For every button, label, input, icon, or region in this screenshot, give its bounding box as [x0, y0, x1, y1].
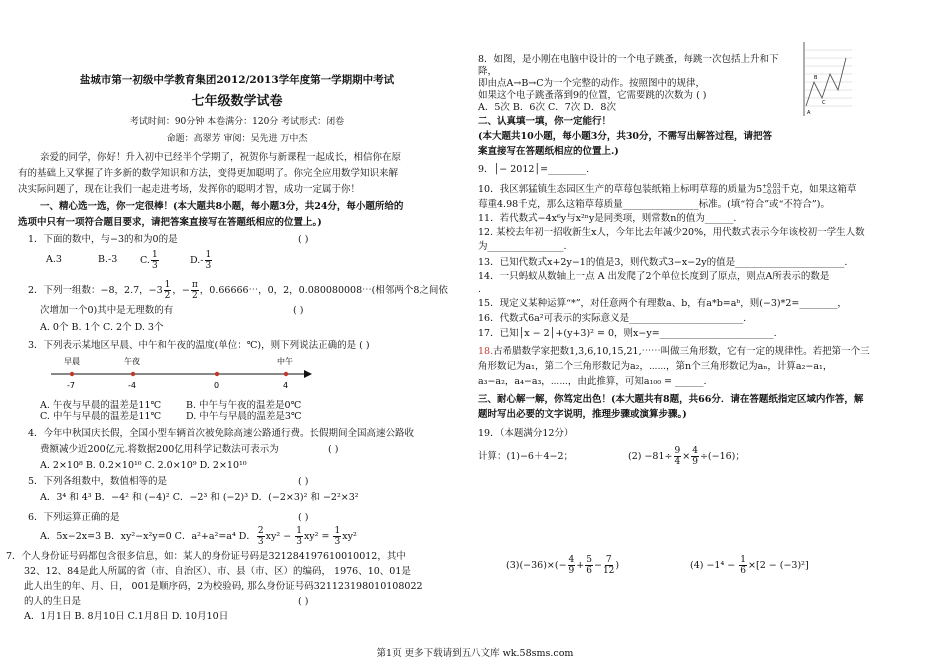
- q3-option-c: C. 中午与早晨的温差是11℃: [40, 411, 162, 422]
- q1-option-b: B.-3: [98, 254, 118, 265]
- section2-title: 二、认真填一填，你一定能行！: [478, 116, 612, 127]
- q2-options: A. 0个 B. 1个 C. 2个 D. 3个: [40, 322, 164, 333]
- q6-stem: 6．下列运算正确的是: [28, 512, 120, 523]
- q18-stem: 18.古希腊数学家把数1,3,6,10,15,21,⋯⋯叫做三角形数，它有一定的规律性。若把第一个三: [478, 346, 870, 357]
- section3-title-2: 题时写出必要的文字说明，推理步骤或演算步骤。): [478, 409, 687, 420]
- q19-title: 19．（本题满分12分）: [478, 428, 574, 439]
- q4-stem: 4．今年中秋国庆长假，全国小型车辆首次被免除高速公路通行费。长假期间全国高速公路收: [28, 428, 415, 439]
- exam-subject: 七年级数学试卷: [191, 94, 283, 109]
- q1-option-c: C. $\frac{1}{3}$: [140, 250, 158, 271]
- section2-desc-2: 案直接写在答题纸相应的位置上.): [478, 146, 619, 157]
- exam-info: 考试时间：90分钟 本卷满分：120分 考试形式：闭卷: [129, 117, 345, 127]
- q5-stem: 5．下列各组数中，数值相等的是: [28, 476, 168, 487]
- q8-point-a: A: [807, 110, 811, 116]
- q3-tick-label: -4: [128, 381, 136, 390]
- q8-point-b: B: [814, 75, 818, 81]
- q19-calc-1: 计算：(1)−6＋4−2；: [478, 451, 574, 462]
- q3-option-b: B. 中午与午夜的温差是0℃: [186, 400, 302, 411]
- q19-calc-3: (3)(−36)×(− $\frac{4}{9}$ + $\frac{5}{6}$ − $\frac{7}{12}$ ): [506, 555, 620, 576]
- q1-option-a: A.3: [46, 254, 62, 265]
- q3-number-line: [46, 354, 316, 392]
- q2-stem: 2．下列一组数：−8，2.7，−3 $\frac{1}{2}$ ，− $\frac{\pi}{2}$ ，0.66666⋯，0，2，0.080080008⋯(相邻两个8之间依: [28, 280, 448, 301]
- q8-stem: 8．如图，是小刚在电脑中设计的一个电子跳蚤，每跳一次包括上升和下: [478, 54, 779, 65]
- q15-stem: 15．现定义某种运算“*”，对任意两个有理数a、b，有a*b=aᵇ，则(−3)*2=________，: [478, 298, 847, 309]
- intro-line-3: 决实际问题了，现在让我们一起走进考场，发挥你的聪明才智，成功一定属于你！: [18, 184, 361, 195]
- q1-paren: ( ): [298, 234, 309, 245]
- q7-line-4: 的人的生日是: [24, 596, 82, 607]
- q8-line-4: 如果这个电子跳蚤落到9的位置，它需要跳的次数为 ( ): [478, 90, 707, 101]
- q18-number: 18.: [478, 346, 494, 357]
- q8-options: A．5次 B．6次 C．7次 D．8次: [478, 102, 616, 113]
- q13-stem: 13．已知代数式x+2y−1的值是3，则代数式3−x−2y的值是_______________________.: [478, 257, 848, 268]
- section2-desc: (本大题共10小题，每小题3分，共30分，不需写出解答过程，请把答: [478, 131, 773, 142]
- q3-label-midnight: 午夜: [124, 357, 140, 366]
- q14-stem: 14．一只蚂蚁从数轴上一点 A 出发爬了2个单位长度到了原点，则点A所表示的数是: [478, 271, 830, 282]
- q5-options: A．3⁴ 和 4³ B．−4² 和 (−4)² C．−2³ 和 (−2)³ D．(−2×3)² 和 −2²×3²: [40, 492, 359, 503]
- intro-line-2: 有的基础上又掌握了许多新的数学知识和方法，变得更加聪明了。你完全应用数学知识来解: [18, 168, 399, 179]
- q2-paren: ( ): [293, 305, 304, 316]
- q7-line-3: 此人出生的年、月、日， 001是顺序码，2为校验码, 那么身份证号码321123198010108022: [24, 581, 423, 592]
- school-title: 盐城市第一初级中学教育集团2012/2013学年度第一学期期中考试: [79, 74, 395, 86]
- q6-paren: ( ): [298, 512, 309, 523]
- q7-line-2: 32、12、84是此人所属的省（市、自治区）、市、县（市、区）的编码， 1976、10、01是: [24, 566, 411, 577]
- q7-options: A．1月1日 B. 8月10日 C.1月8日 D. 10月10日: [24, 611, 229, 622]
- q3-label-noon: 中午: [277, 357, 293, 366]
- exam-authors: 命题：高翠芳 审阅：吴先进 万中杰: [166, 134, 308, 144]
- q12-line-2: 为________________.: [478, 241, 567, 252]
- section1-title-2: 选项中只有一项符合题目要求，请把答案直接写在答题纸相应的位置上。): [18, 217, 322, 228]
- q8-flea-figure: [796, 40, 856, 118]
- q12-stem: 12. 某校去年初一招收新生x人，今年比去年减少20%，用代数式表示今年该校初一学生人数: [478, 227, 865, 238]
- q17-stem: 17．已知│x − 2│+(y+3)² = 0，则x−y=________________________.: [478, 328, 777, 339]
- q5-paren: ( ): [298, 476, 309, 487]
- q10-stem: 10．我区郭猛镇生态园区生产的草莓包装纸箱上标明草莓的质量为5 +0.03 −0.03 千克，如果这箱草: [478, 182, 857, 196]
- q16-stem: 16．代数式6a²可表示的实际意义是________________________.: [478, 313, 747, 324]
- q4-paren: ( ): [328, 444, 339, 455]
- q8-point-c: C: [822, 100, 826, 106]
- q6-options: A．5x−2x=3 B．xy²−x²y=0 C．a²+a²=a⁴ D． $\frac{2}{3}$ xy² − $\frac{1}{3}$ xy² = $\frac{1}{3}$ xy²: [40, 526, 357, 547]
- q11-stem: 11．若代数式−4x⁶y与x²ⁿy是同类项，则常数n的值为______.: [478, 213, 737, 224]
- q3-point-midnight: [131, 372, 135, 376]
- q7-stem: 7．个人身份证号码都包含很多信息，如：某人的身份证号码是321284197610010012，其中: [6, 551, 406, 562]
- q8-line-3: 即由点A→B→C为一个完整的动作。按照图中的规律，: [478, 78, 706, 89]
- q3-option-a: A. 午夜与早晨的温差是11℃: [40, 400, 162, 411]
- q3-stem: 3．下列表示某地区早晨、中午和午夜的温度(单位：℃)，则下列说法正确的是 ( ): [28, 340, 370, 351]
- q3-option-d: D. 中午与早晨的温差是3℃: [186, 411, 302, 422]
- section1-title: 一、精心选一选，你一定很棒！(本大题共8小题，每小题3分，共24分，每小题所给的: [40, 201, 404, 212]
- q3-point-noon: [284, 372, 288, 376]
- q3-tick-label: 4: [283, 381, 289, 390]
- q1-stem: 1．下面的数中，与−3的和为0的是: [28, 234, 178, 245]
- q7-paren: ( ): [298, 596, 309, 607]
- q3-tick-label: 0: [214, 381, 220, 390]
- q18-line-2: 角形数记为a₁，第二个三角形数记为a₂，⋯⋯，第n个三角形数记为aₙ，计算a₂−a₁，: [478, 361, 833, 372]
- q3-point-zero: [215, 372, 219, 376]
- q4-line-2: 费额减少近200亿元.将数据200亿用科学记数法可表示为: [40, 444, 279, 455]
- q18-line-3: a₃−a₂，a₄−a₃，⋯⋯，由此推算，可知a₁₀₀ = ______.: [478, 376, 707, 387]
- q2-line-2: 次增加一个0)其中是无理数的有: [40, 305, 174, 316]
- q4-options: A. 2×10⁸ B. 0.2×10¹⁰ C. 2.0×10⁹ D. 2×10¹⁰: [40, 460, 247, 471]
- page-footer: 第1页 更多下载请到五八文库 wk.58sms.com: [376, 648, 574, 659]
- q9-stem: 9．│− 2012│=________.: [478, 164, 590, 175]
- q3-tick-label: -7: [67, 381, 75, 390]
- q8-line-2: 降，: [478, 66, 498, 77]
- q10-line-2: 莓重4.98千克，那么这箱草莓质量________________标准。(填“符合”或“不符合”)。: [478, 199, 830, 210]
- q1-option-d: D.- $\frac{1}{3}$: [190, 250, 212, 271]
- intro-line-1: 亲爱的同学，你好！升入初中已经半个学期了，祝贺你与新课程一起成长，相信你在原: [40, 152, 402, 163]
- q3-point-morning: [70, 372, 74, 376]
- q19-calc-4: (4) −1⁴ − $\frac{1}{6}$ ×[2 − (−3)²]: [690, 555, 809, 576]
- q19-calc-2: (2) −81÷ $\frac{9}{4}$ × $\frac{4}{9}$ ÷(−16)；: [628, 446, 745, 467]
- section3-title: 三、耐心解一解，你笃定出色！(本大题共有8题，共66分．请在答题纸指定区域内作答，解: [478, 394, 864, 405]
- q3-label-morning: 早晨: [64, 357, 80, 366]
- q14-line-2: .: [478, 284, 482, 295]
